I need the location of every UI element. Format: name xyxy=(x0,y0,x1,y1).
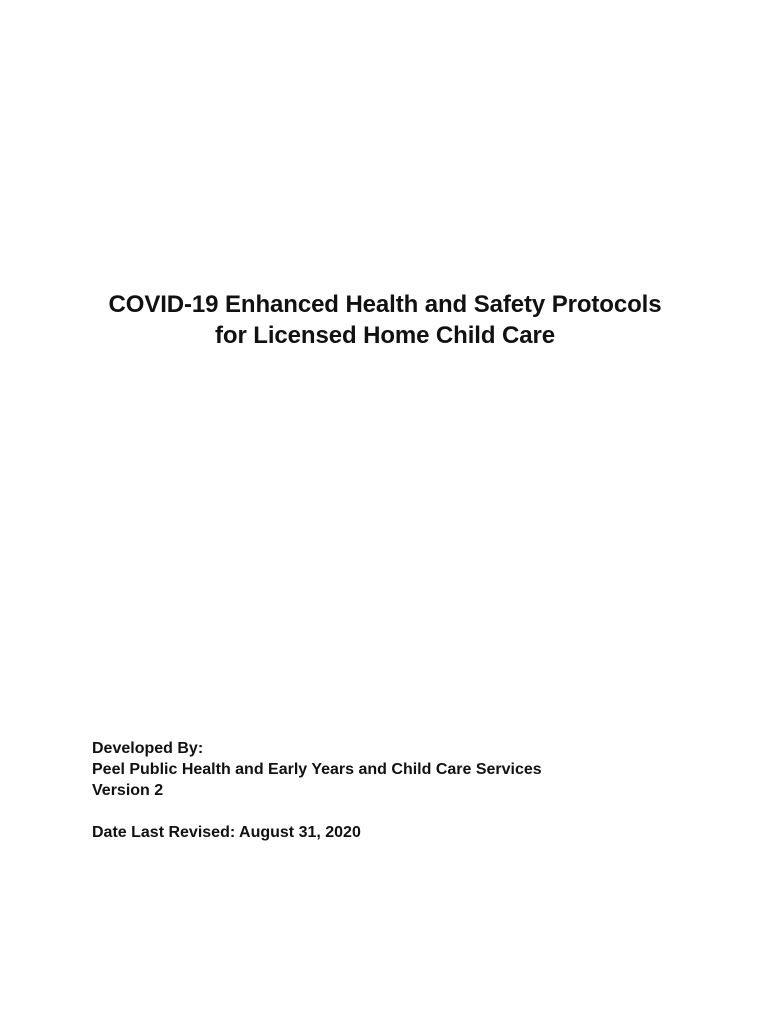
developed-by-label: Developed By: xyxy=(92,740,204,757)
title-line-2: for Licensed Home Child Care xyxy=(215,322,555,349)
document-credits xyxy=(92,738,542,843)
document-title xyxy=(0,289,770,351)
title-line-1: COVID-19 Enhanced Health and Safety Protocols xyxy=(108,291,662,318)
spacer xyxy=(92,801,542,822)
date-last-revised: Date Last Revised: August 31, 2020 xyxy=(92,824,361,841)
developers-text: Peel Public Health and Early Years and Child Care Services xyxy=(92,761,542,778)
version-text: Version 2 xyxy=(92,782,164,799)
